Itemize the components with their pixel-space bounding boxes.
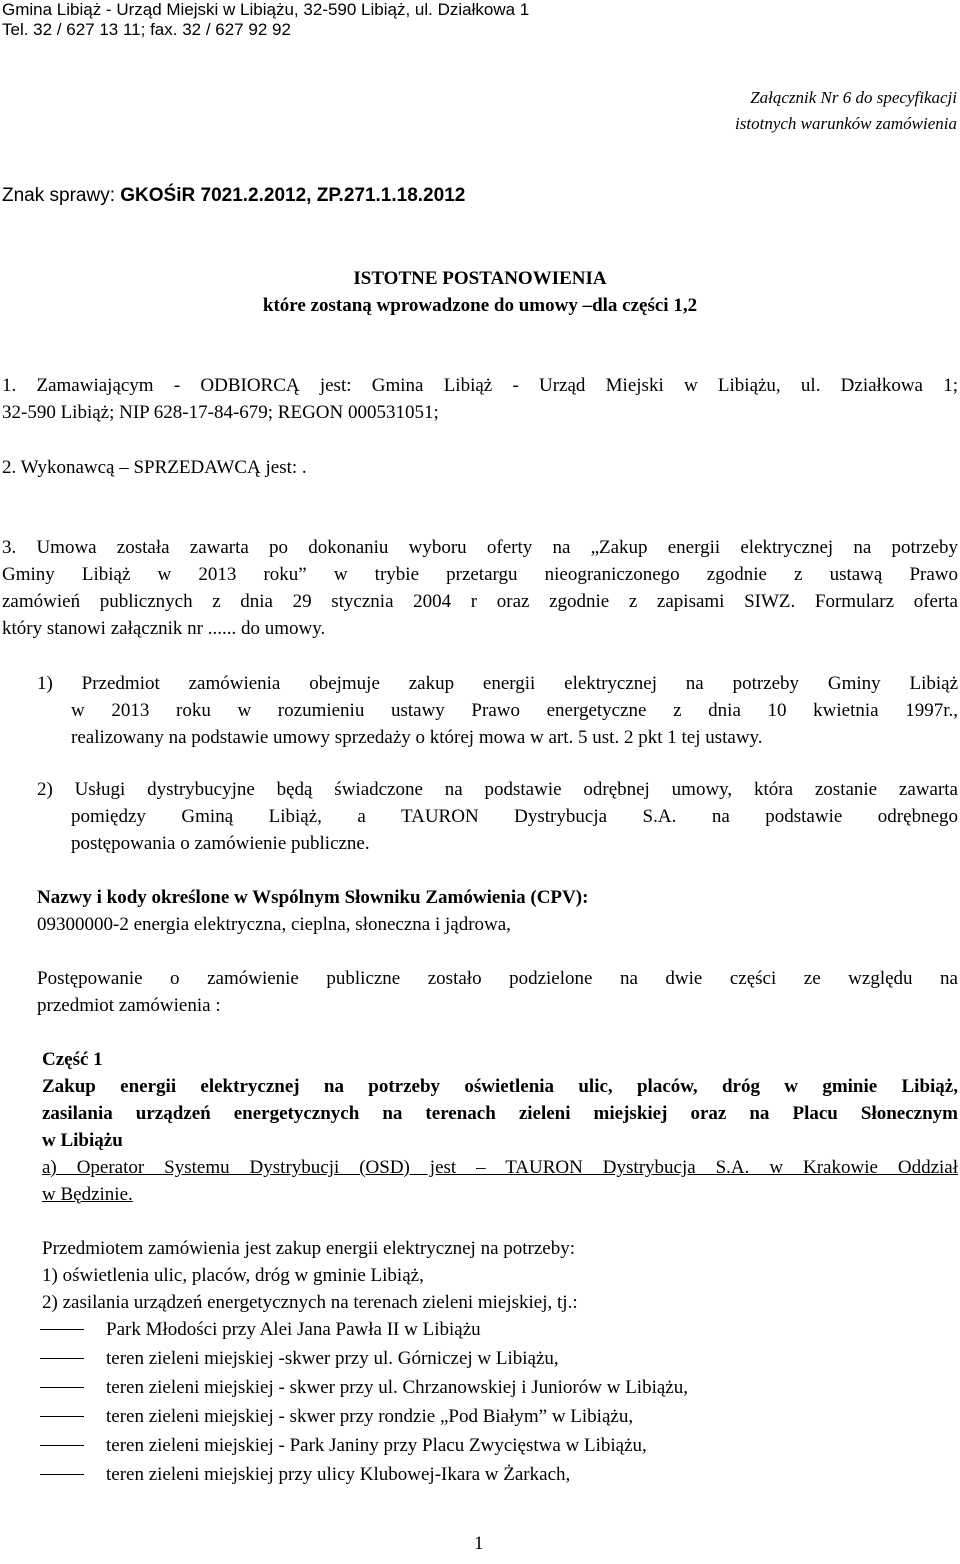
point-2-line-3: postępowania o zamówienie publiczne. (71, 833, 370, 854)
dash-list-item (40, 1316, 481, 1343)
clause-2: 2. Wykonawcą – SPRZEDAWCĄ jest: . (2, 457, 307, 478)
dash-item-text: Park Młodości przy Alei Jana Pawła II w Libiążu (106, 1319, 481, 1340)
clause-1-line-1: 1. Zamawiającym - ODBIORCĄ jest: Gmina Libiąż - Urząd Miejski w Libiążu, ul. Działkowa 1; (2, 375, 958, 396)
dash-bullet (40, 1416, 84, 1418)
part-1-title-line-1: Zakup energii elektrycznej na potrzeby oświetlenia ulic, placów, dróg w gminie Libiąż, (42, 1076, 958, 1097)
dash-item-text: teren zieleni miejskiej przy ulicy Klubowej-Ikara w Żarkach, (106, 1464, 571, 1485)
part-1-title-line-3: w Libiążu (42, 1130, 123, 1151)
clause-3-line-2: Gminy Libiąż w 2013 roku” w trybie przetargu nieograniczonego zgodnie z ustawą Prawo (2, 564, 958, 585)
dash-list-item (40, 1345, 559, 1372)
part-1-osd-line-1: a) Operator Systemu Dystrybucji (OSD) jest – TAURON Dystrybucja S.A. w Krakowie Oddział (42, 1157, 958, 1178)
subject-item-2: 2) zasilania urządzeń energetycznych na terenach zieleni miejskiej, tj.: (42, 1292, 578, 1313)
dash-item-text: teren zieleni miejskiej -skwer przy ul. Górniczej w Libiążu, (106, 1348, 559, 1369)
cpv-heading: Nazwy i kody określone w Wspólnym Słowniku Zamówienia (CPV): (37, 887, 589, 908)
point-2-line-1: 2) Usługi dystrybucyjne będą świadczone na podstawie odrębnej umowy, która zostanie zawarta (37, 779, 958, 800)
document-subtitle: które zostaną wprowadzone do umowy –dla części 1,2 (262, 295, 698, 316)
annex-line-2: istotnych warunków zamówienia (735, 114, 957, 133)
case-ref-value: GKOŚiR 7021.2.2012, ZP.271.1.18.2012 (120, 185, 466, 206)
dash-bullet (40, 1474, 84, 1476)
dash-bullet (40, 1329, 84, 1331)
annex-label (735, 88, 957, 134)
division-line-1: Postępowanie o zamówienie publiczne zostało podzielone na dwie części ze względu na (37, 968, 958, 989)
header-line-2: Tel. 32 / 627 13 11; fax. 32 / 627 92 92 (2, 20, 291, 39)
case-reference (2, 184, 465, 208)
dash-list-item (40, 1432, 647, 1459)
part-1-osd-line-2: w Będzinie. (42, 1184, 133, 1205)
document-title: ISTOTNE POSTANOWIENIA (353, 268, 607, 289)
case-ref-label: Znak sprawy: (2, 185, 121, 206)
point-1-line-1: 1) Przedmiot zamówienia obejmuje zakup energii elektrycznej na potrzeby Gminy Libiąż (37, 673, 958, 694)
clause-3-line-3: zamówień publicznych z dnia 29 stycznia 2004 r oraz zgodnie z zapisami SIWZ. Formularz oferta (2, 591, 958, 612)
point-2-line-2: pomiędzy Gminą Libiąż, a TAURON Dystrybucja S.A. na podstawie odrębnego (71, 806, 958, 827)
header-line-1: Gmina Libiąż - Urząd Miejski w Libiążu, 32-590 Libiąż, ul. Działkowa 1 (2, 0, 530, 19)
dash-bullet (40, 1387, 84, 1389)
clause-1-line-2: 32-590 Libiąż; NIP 628-17-84-679; REGON 000531051; (2, 402, 439, 423)
point-1-line-2: w 2013 roku w rozumieniu ustawy Prawo energetyczne z dnia 10 kwietnia 1997r., (71, 700, 958, 721)
dash-list-item (40, 1374, 688, 1401)
dash-item-text: teren zieleni miejskiej - Park Janiny przy Placu Zwycięstwa w Libiążu, (106, 1435, 647, 1456)
dash-bullet (40, 1445, 84, 1447)
part-1-title-line-2: zasilania urządzeń energetycznych na terenach zieleni miejskiej oraz na Placu Słonecznym (42, 1103, 958, 1124)
dash-item-text: teren zieleni miejskiej - skwer przy rondzie „Pod Białym” w Libiążu, (106, 1406, 634, 1427)
cpv-code: 09300000-2 energia elektryczna, cieplna, słoneczna i jądrowa, (37, 914, 511, 935)
page-number: 1 (474, 1533, 484, 1554)
point-1-line-3: realizowany na podstawie umowy sprzedaży o której mowa w art. 5 ust. 2 pkt 1 tej ustawy. (71, 727, 763, 748)
dash-list-item (40, 1403, 633, 1430)
division-line-2: przedmiot zamówienia : (37, 995, 221, 1016)
dash-list-item (40, 1461, 570, 1488)
dash-bullet (40, 1358, 84, 1360)
clause-3-line-1: 3. Umowa została zawarta po dokonaniu wyboru oferty na „Zakup energii elektrycznej na potrzeby (2, 537, 958, 558)
clause-3-line-4: który stanowi załącznik nr ...... do umowy. (2, 618, 326, 639)
dash-item-text: teren zieleni miejskiej - skwer przy ul. Chrzanowskiej i Juniorów w Libiążu, (106, 1377, 688, 1398)
subject-item-1: 1) oświetlenia ulic, placów, dróg w gminie Libiąż, (42, 1265, 424, 1286)
annex-line-1: Załącznik Nr 6 do specyfikacji (750, 88, 957, 107)
part-1-heading: Część 1 (42, 1049, 103, 1070)
subject-intro: Przedmiotem zamówienia jest zakup energii elektrycznej na potrzeby: (42, 1238, 576, 1259)
